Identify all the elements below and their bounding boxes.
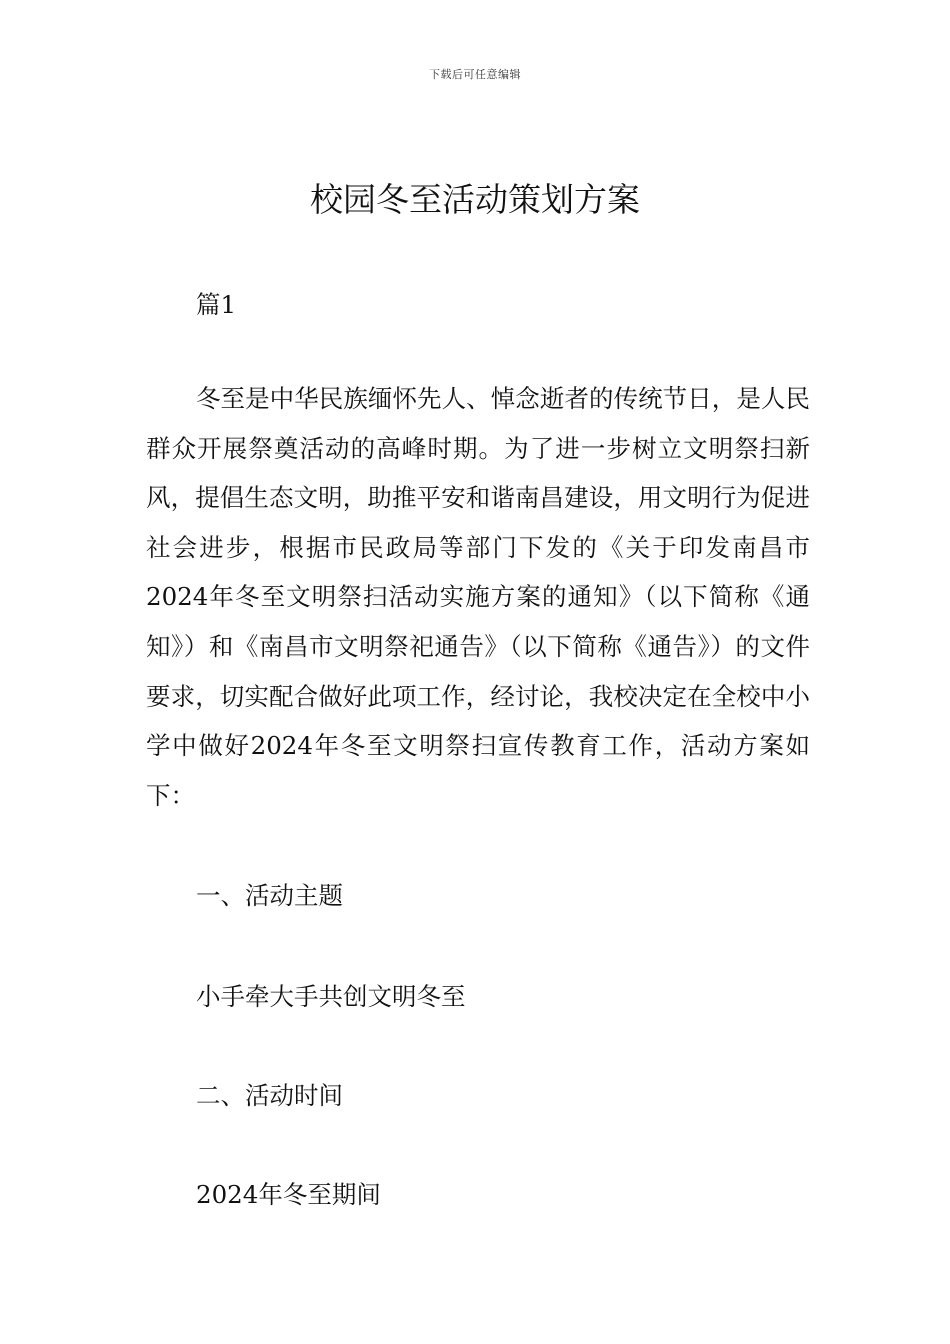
chapter-label: 篇1 (196, 290, 237, 319)
document-title: 校园冬至活动策划方案 (310, 180, 640, 219)
section-content-theme: 小手牵大手共创文明冬至 (196, 982, 466, 1011)
section-heading-theme: 一、活动主题 (196, 881, 343, 910)
header-note: 下载后可任意编辑 (429, 68, 521, 81)
section-heading-time: 二、活动时间 (196, 1081, 343, 1110)
intro-paragraph: 冬至是中华民族缅怀先人、悼念逝者的传统节日，是人民群众开展祭奠活动的高峰时期。为了进一步树立文明祭扫新风，提倡生态文明，助推平安和谐南昌建设，用文明行为促进社会进步，根据市民政局等部门下发的《关于印发南昌市2024年冬至文明祭扫活动实施方案的通知》（以下简称《通知》）和《南昌市文明祭祀通告》（以下简称《通告》）的文件要求，切实配合做好此项工作，经讨论，我校决定在全校中小学中做好2024年冬至文明祭扫宣传教育工作，活动方案如下： (146, 384, 810, 810)
section-content-time: 2024年冬至期间 (196, 1180, 381, 1209)
